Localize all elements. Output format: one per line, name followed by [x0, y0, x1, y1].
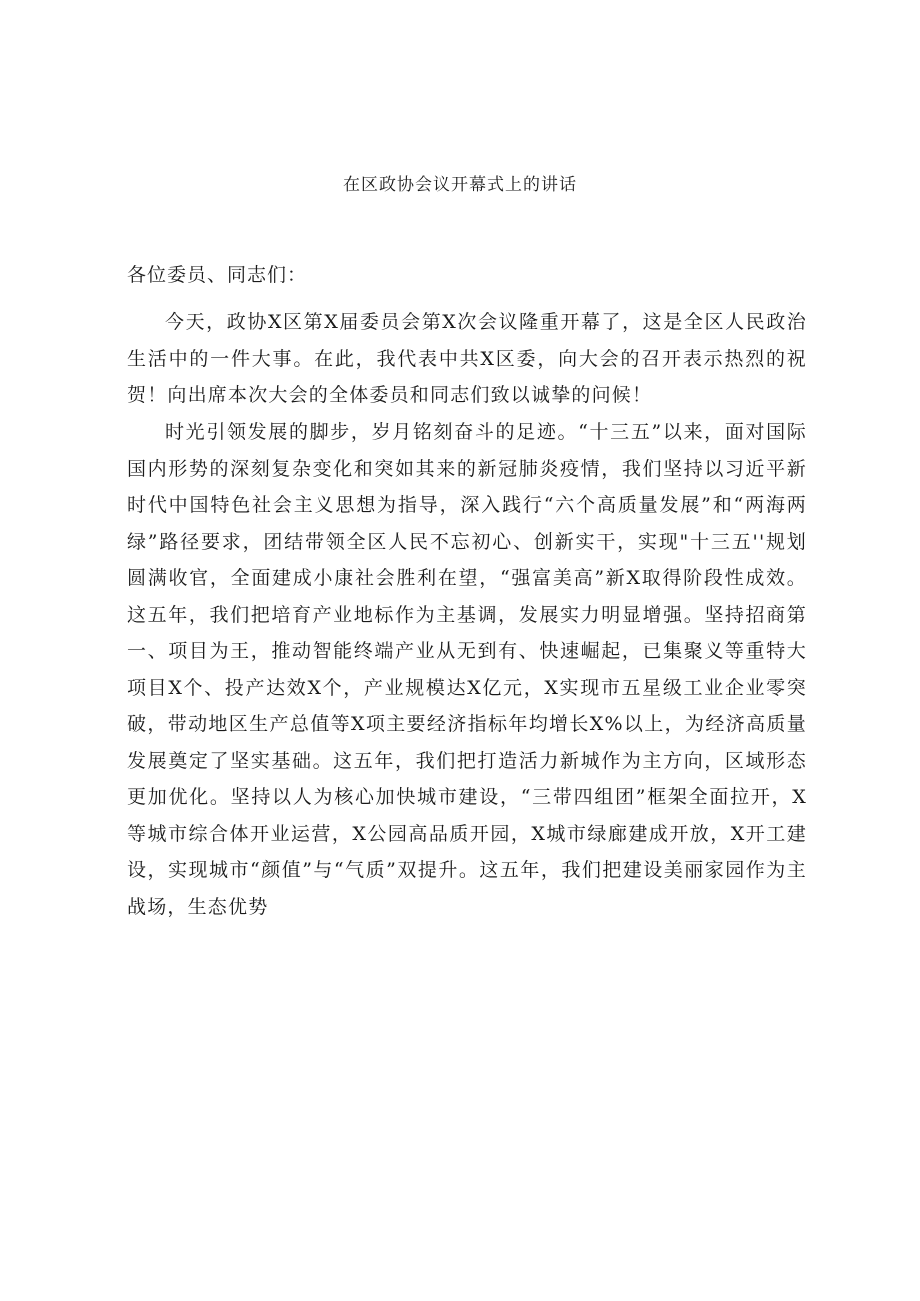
salutation: 各位委员、同志们： [127, 264, 308, 286]
paragraph-opening: 今天，政协X区第X届委员会第X次会议隆重开幕了，这是全区人民政治生活中的一件大事。在此，我代表中共X区委，向大会的召开表示热烈的祝贺！向出席本次大会的全体委员和同志们致以诚挚的问候！ [127, 311, 807, 406]
document-title: 在区政协会议开幕式上的讲话 [343, 175, 577, 195]
paragraph-review: 时光引领发展的脚步，岁月铭刻奋斗的足迹。“十三五”以来，面对国际国内形势的深刻复杂变化和突如其来的新冠肺炎疫情，我们坚持以习近平新时代中国特色社会主义思想为指导，深入践行“六个高质量发展”和“两海两绿”路径要求，团结带领全区人民不忘初心、创新实干，实现"十三五''规划圆满收官，全面建成小康社会胜利在望，“强富美高”新X取得阶段性成效。这五年，我们把培育产业地标作为主基调，发展实力明显增强。坚持招商第一、项目为王，推动智能终端产业从无到有、快速崛起，已集聚义等重特大项目X个、投产达效X个，产业规模达X亿元，X实现市五星级工业企业零突破，带动地区生产总值等X项主要经济指标年均增长X%以上，为经济高质量发展奠定了坚实基础。这五年，我们把打造活力新城作为主方向，区域形态更加优化。坚持以人为核心加快城市建设，“三带四组团”框架全面拉开，X等城市综合体开业运营，X公园高品质开园，X城市绿廊建成开放，X开工建设，实现城市“颜值”与“气质”双提升。这五年，我们把建设美丽家园作为主战场，生态优势 [127, 421, 807, 918]
